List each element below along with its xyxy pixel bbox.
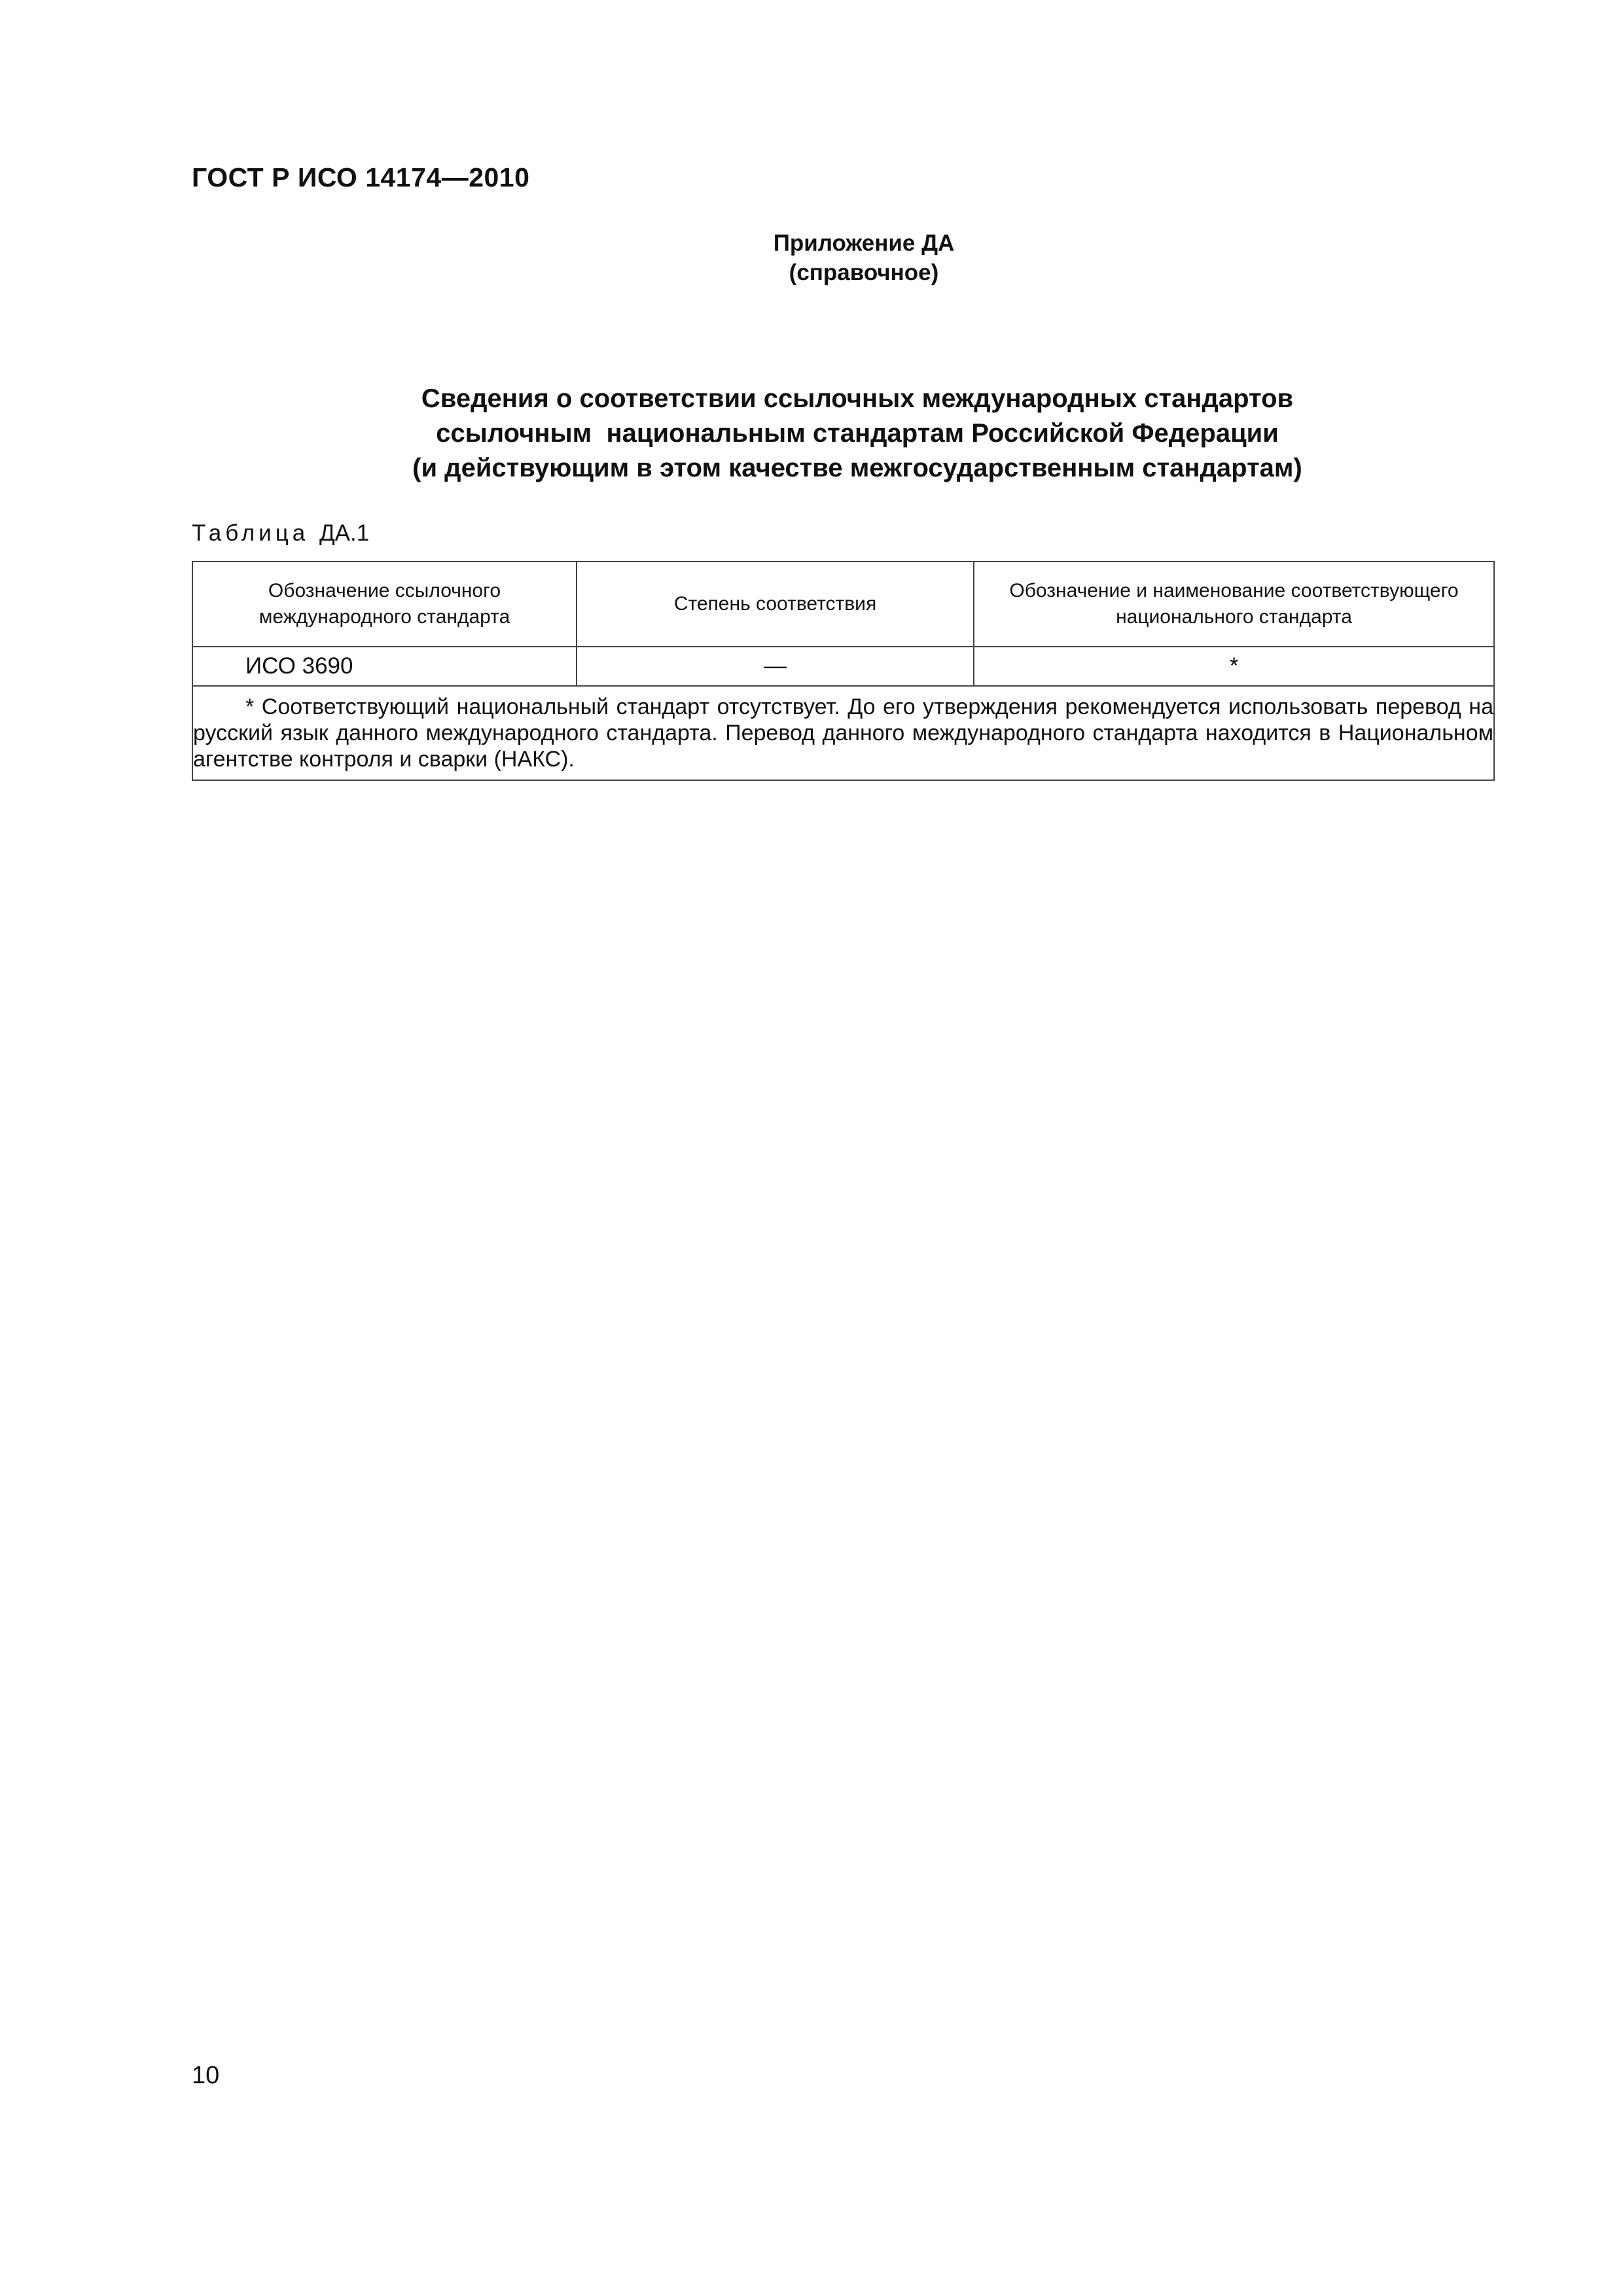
column-header-national [974,562,1494,647]
table-row [192,647,1494,686]
annex-title: Приложение ДА [773,230,955,256]
table-header-row [192,562,1494,647]
column-header-national-line-1: Обозначение и наименование соответствующего [1009,580,1459,601]
section-heading-line-1: Сведения о соответствии ссылочных международных стандартов [421,384,1294,413]
column-header-degree [577,562,974,647]
column-header-degree-label: Степень соответствия [673,593,877,615]
cell-degree: — [577,647,974,686]
table-caption [192,520,369,547]
cell-national-standard: * [974,647,1494,686]
table-footnote-cell [192,686,1494,780]
column-header-iso-line-1: Обозначение ссылочного [268,580,501,601]
column-header-iso-line-2: международного стандарта [259,606,510,628]
document-code: ГОСТ Р ИСО 14174—2010 [192,162,530,192]
annex-status: (справочное) [789,260,939,285]
page-number: 10 [192,2062,220,2089]
table-caption-word: Таблица [192,520,310,546]
table-footnote-row [192,686,1494,780]
column-header-national-line-2: национального стандарта [1116,606,1352,628]
reference-standards-table [192,561,1495,781]
table-footnote: * Соответствующий национальный стандарт отсутствует. До его утверждения рекомендуется использовать перевод на русский язык данного международного стандарта. Перевод данного международного стандарта находится в Национальном агентстве контроля и сварки (НАКС). [193,694,1493,772]
column-header-iso [192,562,577,647]
section-heading-line-3: (и действующим в этом качестве межгосударственным стандартам) [412,454,1302,482]
section-heading-line-2: ссылочным национальным стандартам Российской Федерации [436,419,1279,448]
table-caption-number: ДА.1 [319,520,370,546]
cell-iso-standard: ИСО 3690 [192,647,577,686]
